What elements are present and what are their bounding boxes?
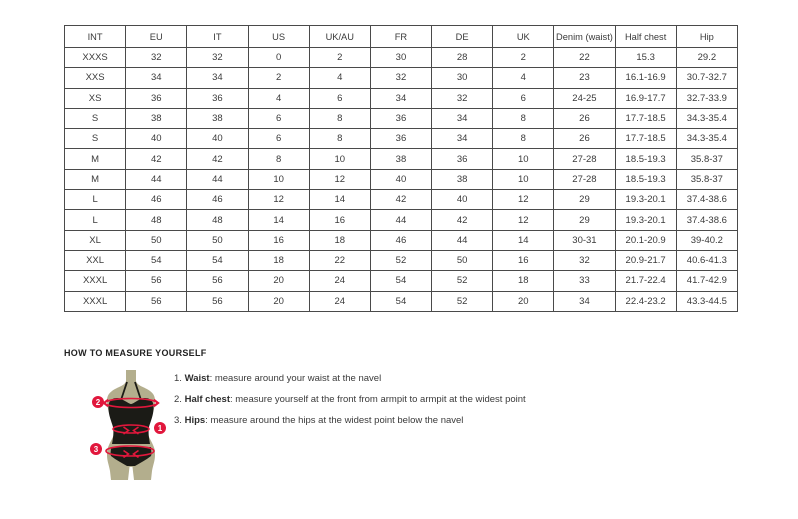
step-term: Half chest <box>184 394 230 405</box>
table-cell: 24 <box>309 291 370 311</box>
step-description: : measure around your waist at the navel <box>209 373 382 384</box>
table-cell: 32 <box>187 48 248 68</box>
table-cell: 16.9-17.7 <box>615 88 676 108</box>
table-cell: 28 <box>432 48 493 68</box>
table-cell: 38 <box>370 149 431 169</box>
table-row <box>65 108 738 128</box>
table-cell: 19.3-20.1 <box>615 190 676 210</box>
column-header-hip: Hip <box>676 26 737 48</box>
step-term: Hips <box>184 415 206 426</box>
table-cell: 46 <box>187 190 248 210</box>
table-cell: 14 <box>493 230 554 250</box>
table-cell: 34 <box>370 88 431 108</box>
column-header-de: DE <box>432 26 493 48</box>
table-cell: 36 <box>370 108 431 128</box>
column-header-uk: UK <box>493 26 554 48</box>
table-cell: 30 <box>432 68 493 88</box>
table-cell: 42 <box>187 149 248 169</box>
table-cell: 22.4-23.2 <box>615 291 676 311</box>
table-cell: 26 <box>554 129 615 149</box>
marker-badge-label: 2 <box>95 397 101 407</box>
table-row <box>65 271 738 291</box>
table-cell: 8 <box>493 108 554 128</box>
table-cell: 4 <box>248 88 309 108</box>
step-description: : measure yourself at the front from armpit to armpit at the widest point <box>229 394 526 405</box>
table-cell: 10 <box>309 149 370 169</box>
table-cell: L <box>65 190 126 210</box>
column-header-it: IT <box>187 26 248 48</box>
table-cell: 48 <box>126 210 187 230</box>
table-cell: 56 <box>126 291 187 311</box>
table-cell: 12 <box>493 190 554 210</box>
table-cell: 56 <box>187 291 248 311</box>
table-cell: 40 <box>126 129 187 149</box>
table-cell: XXXL <box>65 291 126 311</box>
table-cell: 32 <box>126 48 187 68</box>
table-row <box>65 88 738 108</box>
table-cell: 27-28 <box>554 169 615 189</box>
table-cell: 20 <box>248 291 309 311</box>
table-cell: 10 <box>493 169 554 189</box>
column-header-half-chest: Half chest <box>615 26 676 48</box>
table-cell: 16 <box>248 230 309 250</box>
table-cell: 18.5-19.3 <box>615 169 676 189</box>
table-cell: 12 <box>309 169 370 189</box>
table-cell: 6 <box>248 108 309 128</box>
table-row <box>65 129 738 149</box>
table-cell: 2 <box>309 48 370 68</box>
table-cell: 36 <box>187 88 248 108</box>
table-cell: 15.3 <box>615 48 676 68</box>
table-cell: 44 <box>370 210 431 230</box>
swimsuit-top <box>108 398 153 444</box>
table-cell: L <box>65 210 126 230</box>
table-row <box>65 68 738 88</box>
table-cell: 14 <box>248 210 309 230</box>
marker-badge-waist <box>154 422 166 434</box>
table-cell: M <box>65 149 126 169</box>
table-cell: 8 <box>248 149 309 169</box>
table-cell: 36 <box>432 149 493 169</box>
table-cell: S <box>65 108 126 128</box>
table-cell: 36 <box>126 88 187 108</box>
table-cell: 38 <box>187 108 248 128</box>
table-cell: 40 <box>370 169 431 189</box>
table-cell: 44 <box>126 169 187 189</box>
table-cell: 29.2 <box>676 48 737 68</box>
table-cell: 32 <box>554 250 615 270</box>
table-cell: 30.7-32.7 <box>676 68 737 88</box>
table-cell: 17.7-18.5 <box>615 129 676 149</box>
table-cell: 30-31 <box>554 230 615 250</box>
table-cell: 54 <box>187 250 248 270</box>
table-cell: 56 <box>187 271 248 291</box>
table-cell: M <box>65 169 126 189</box>
table-cell: XXS <box>65 68 126 88</box>
table-cell: 2 <box>493 48 554 68</box>
column-header-eu: EU <box>126 26 187 48</box>
table-cell: 48 <box>187 210 248 230</box>
table-cell: 42 <box>432 210 493 230</box>
table-cell: 12 <box>248 190 309 210</box>
table-cell: 33 <box>554 271 615 291</box>
table-cell: 37.4-38.6 <box>676 210 737 230</box>
table-cell: 50 <box>126 230 187 250</box>
table-cell: XXXS <box>65 48 126 68</box>
marker-badge-label: 3 <box>93 444 99 454</box>
table-cell: 8 <box>493 129 554 149</box>
column-header-us: US <box>248 26 309 48</box>
table-cell: 16 <box>493 250 554 270</box>
table-cell: 50 <box>432 250 493 270</box>
table-cell: 34 <box>126 68 187 88</box>
table-row <box>65 291 738 311</box>
table-cell: XL <box>65 230 126 250</box>
table-cell: 52 <box>370 250 431 270</box>
table-cell: 38 <box>126 108 187 128</box>
table-row <box>65 190 738 210</box>
table-cell: 18 <box>309 230 370 250</box>
table-cell: 40.6-41.3 <box>676 250 737 270</box>
table-cell: 4 <box>493 68 554 88</box>
table-cell: 10 <box>248 169 309 189</box>
table-cell: 41.7-42.9 <box>676 271 737 291</box>
step-term: Waist <box>184 373 210 384</box>
table-cell: 21.7-22.4 <box>615 271 676 291</box>
table-row <box>65 149 738 169</box>
column-header-denim-waist-: Denim (waist) <box>554 26 615 48</box>
table-cell: 16 <box>309 210 370 230</box>
table-cell: 35.8-37 <box>676 149 737 169</box>
table-cell: 12 <box>493 210 554 230</box>
table-cell: 40 <box>432 190 493 210</box>
table-cell: 42 <box>370 190 431 210</box>
table-cell: 18 <box>248 250 309 270</box>
table-cell: 18.5-19.3 <box>615 149 676 169</box>
column-header-uk-au: UK/AU <box>309 26 370 48</box>
table-cell: 40 <box>187 129 248 149</box>
table-cell: 32 <box>432 88 493 108</box>
table-row <box>65 48 738 68</box>
table-cell: S <box>65 129 126 149</box>
table-cell: 52 <box>432 291 493 311</box>
measure-step <box>174 415 526 427</box>
table-cell: 27-28 <box>554 149 615 169</box>
table-cell: 54 <box>126 250 187 270</box>
marker-badge-half-chest <box>92 396 104 408</box>
table-cell: 22 <box>309 250 370 270</box>
table-cell: 4 <box>309 68 370 88</box>
table-cell: 37.4-38.6 <box>676 190 737 210</box>
section-heading: HOW TO MEASURE YOURSELF <box>64 348 207 358</box>
table-cell: 29 <box>554 190 615 210</box>
table-cell: 34 <box>432 108 493 128</box>
table-row <box>65 210 738 230</box>
measure-step <box>174 394 526 406</box>
table-cell: 22 <box>554 48 615 68</box>
table-cell: 24-25 <box>554 88 615 108</box>
table-cell: 2 <box>248 68 309 88</box>
table-cell: 43.3-44.5 <box>676 291 737 311</box>
table-cell: 23 <box>554 68 615 88</box>
table-row <box>65 250 738 270</box>
table-cell: 36 <box>370 129 431 149</box>
table-cell: XXXL <box>65 271 126 291</box>
table-cell: 6 <box>493 88 554 108</box>
table-cell: 29 <box>554 210 615 230</box>
table-cell: 20 <box>493 291 554 311</box>
table-row <box>65 169 738 189</box>
table-cell: 44 <box>187 169 248 189</box>
table-cell: 32 <box>370 68 431 88</box>
table-cell: 46 <box>370 230 431 250</box>
table-cell: XXL <box>65 250 126 270</box>
table-cell: 16.1-16.9 <box>615 68 676 88</box>
table-cell: 17.7-18.5 <box>615 108 676 128</box>
step-number: 3. <box>174 415 182 426</box>
table-cell: 8 <box>309 108 370 128</box>
table-cell: 54 <box>370 271 431 291</box>
table-cell: 34 <box>554 291 615 311</box>
table-cell: 6 <box>309 88 370 108</box>
table-cell: 38 <box>432 169 493 189</box>
table-cell: 46 <box>126 190 187 210</box>
column-header-fr: FR <box>370 26 431 48</box>
table-cell: 14 <box>309 190 370 210</box>
table-cell: 44 <box>432 230 493 250</box>
table-cell: 0 <box>248 48 309 68</box>
table-cell: XS <box>65 88 126 108</box>
table-cell: 32.7-33.9 <box>676 88 737 108</box>
marker-badge-label: 1 <box>157 423 163 433</box>
table-header-row <box>65 26 738 48</box>
column-header-int: INT <box>65 26 126 48</box>
table-cell: 42 <box>126 149 187 169</box>
table-cell: 6 <box>248 129 309 149</box>
marker-badge-hips <box>90 443 102 455</box>
table-cell: 50 <box>187 230 248 250</box>
table-cell: 24 <box>309 271 370 291</box>
table-cell: 39-40.2 <box>676 230 737 250</box>
step-description: : measure around the hips at the widest point below the navel <box>205 415 464 426</box>
table-cell: 30 <box>370 48 431 68</box>
table-cell: 56 <box>126 271 187 291</box>
table-cell: 10 <box>493 149 554 169</box>
table-row <box>65 230 738 250</box>
table-cell: 54 <box>370 291 431 311</box>
table-cell: 20.9-21.7 <box>615 250 676 270</box>
size-chart-table <box>64 25 738 312</box>
measure-steps-list <box>174 373 526 436</box>
step-number: 1. <box>174 373 182 384</box>
table-cell: 26 <box>554 108 615 128</box>
table-cell: 34.3-35.4 <box>676 108 737 128</box>
table-cell: 34 <box>187 68 248 88</box>
table-cell: 8 <box>309 129 370 149</box>
step-number: 2. <box>174 394 182 405</box>
table-cell: 19.3-20.1 <box>615 210 676 230</box>
table-cell: 34 <box>432 129 493 149</box>
table-cell: 34.3-35.4 <box>676 129 737 149</box>
table-cell: 52 <box>432 271 493 291</box>
table-cell: 18 <box>493 271 554 291</box>
measure-step <box>174 373 526 385</box>
table-cell: 35.8-37 <box>676 169 737 189</box>
table-cell: 20.1-20.9 <box>615 230 676 250</box>
table-cell: 20 <box>248 271 309 291</box>
